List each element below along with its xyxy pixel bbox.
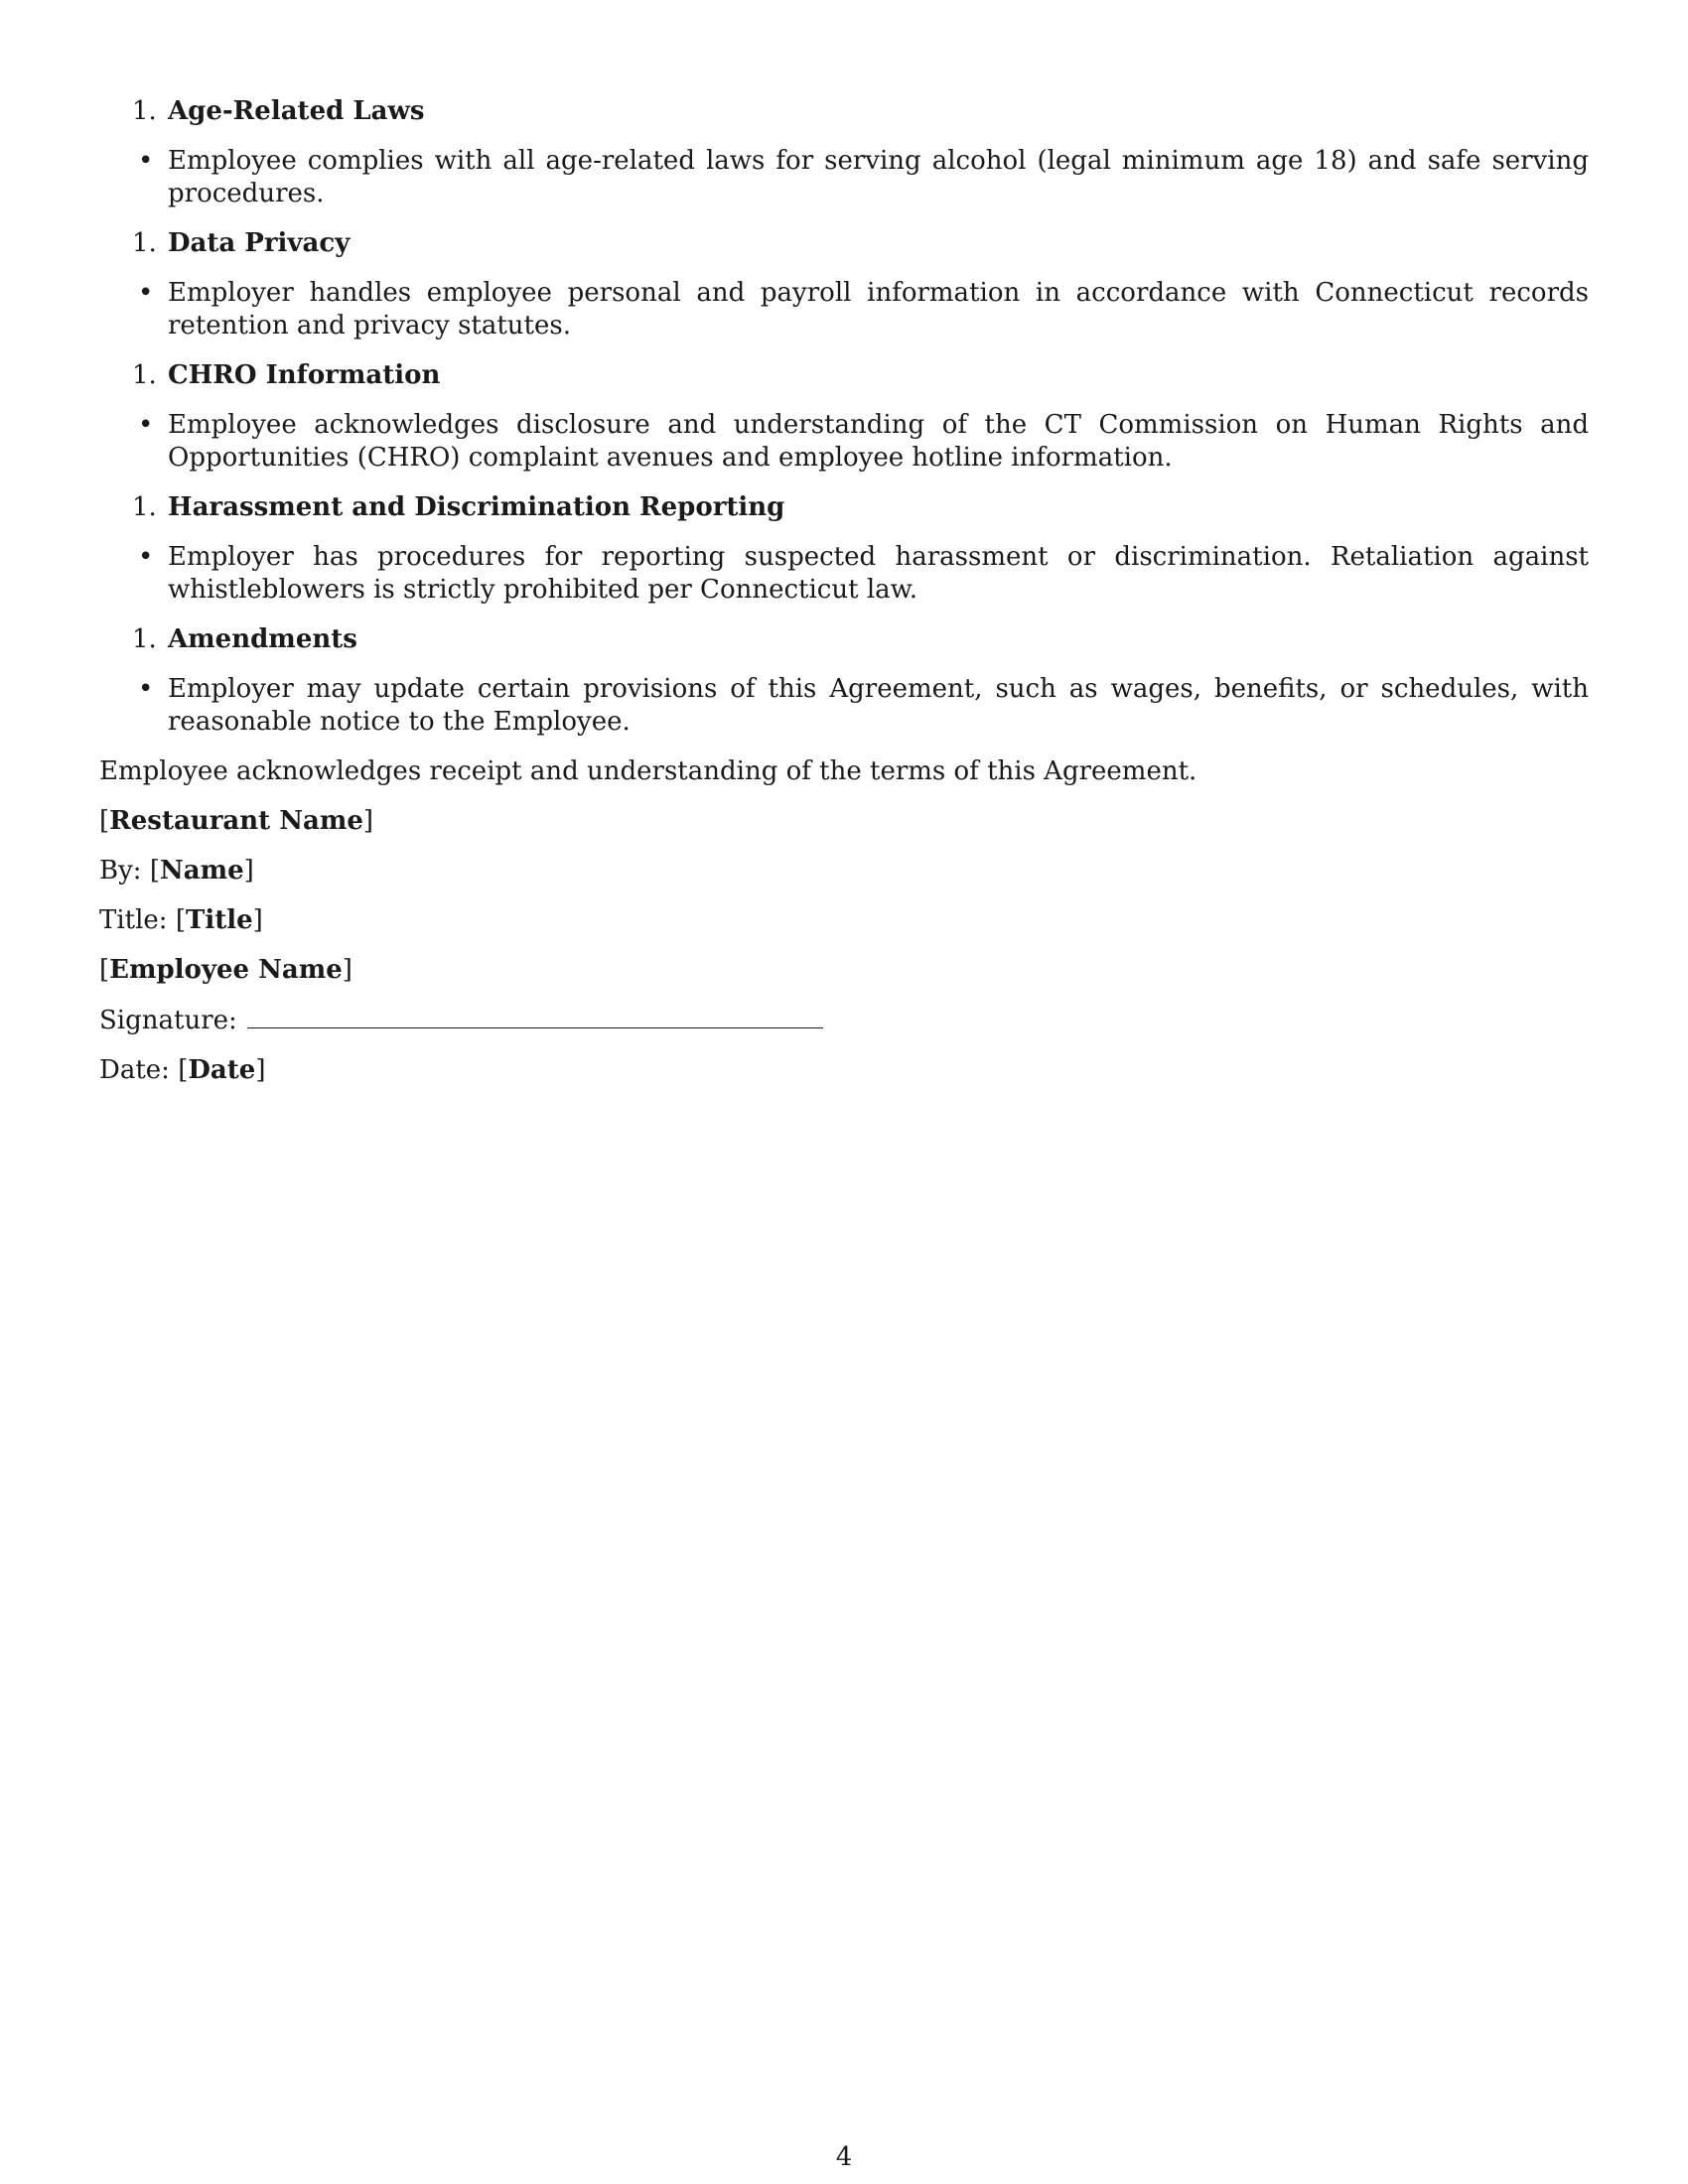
title-value: Title	[186, 905, 253, 935]
date-value: Date	[188, 1055, 256, 1085]
section-number: 1.	[132, 492, 157, 522]
section-harassment-reporting	[99, 491, 1589, 607]
signature-line	[99, 1004, 1589, 1037]
bullet-text: Employee complies with all age-related laws for serving alcohol (legal minimum age 18) and safe serving procedures.	[168, 146, 1589, 208]
employee-name: [Employee Name]	[99, 955, 352, 985]
section-bullet	[99, 541, 1589, 607]
restaurant-name-value: Restaurant Name	[109, 806, 363, 836]
bullet-text: Employer may update certain provisions of this Agreement, such as wages, benefits, or schedules, with reasonable notice to the Employee.	[168, 674, 1589, 737]
section-amendments	[99, 623, 1589, 739]
bullet-text: Employer handles employee personal and payroll information in accordance with Connecticut records retention and privacy statutes.	[168, 278, 1589, 341]
by-line: By: [Name]	[99, 856, 254, 886]
bullet-text: Employer has procedures for reporting suspected harassment or discrimination. Retaliation against whistleblowers is strictly prohibited per Connecticut law.	[168, 542, 1589, 605]
section-number: 1.	[132, 624, 157, 654]
section-bullet	[99, 277, 1589, 342]
employee-name-value: Employee Name	[109, 955, 343, 985]
by-label: By:	[99, 856, 142, 886]
section-data-privacy	[99, 227, 1589, 342]
signature-label: Signature:	[99, 1006, 237, 1035]
section-bullet	[99, 409, 1589, 475]
section-bullet	[99, 145, 1589, 210]
section-age-related-laws	[99, 95, 1589, 210]
section-title: CHRO Information	[168, 360, 441, 390]
by-value: Name	[159, 856, 244, 886]
section-number: 1.	[132, 360, 157, 390]
page-number: 4	[835, 2142, 853, 2172]
section-number: 1.	[132, 96, 157, 126]
date-line: Date: [Date]	[99, 1055, 266, 1085]
document-page	[99, 95, 1589, 1104]
section-heading	[99, 491, 1589, 524]
title-line: Title: [Title]	[99, 905, 263, 935]
date-label: Date:	[99, 1055, 170, 1085]
bullet-icon: •	[138, 410, 154, 440]
bullet-text: Employee acknowledges disclosure and understanding of the CT Commission on Human Rights and Opportunities (CHRO) complaint avenues and employee hotline information.	[168, 410, 1589, 473]
section-number: 1.	[132, 228, 157, 258]
section-heading	[99, 359, 1589, 392]
section-title: Amendments	[168, 624, 357, 654]
bullet-icon: •	[138, 146, 154, 176]
section-heading	[99, 623, 1589, 656]
restaurant-name: [Restaurant Name]	[99, 806, 374, 836]
section-heading	[99, 227, 1589, 260]
bullet-icon: •	[138, 542, 154, 572]
section-heading	[99, 95, 1589, 128]
section-title: Data Privacy	[168, 228, 351, 258]
bullet-icon: •	[138, 674, 154, 704]
section-chro-information	[99, 359, 1589, 475]
section-title: Harassment and Discrimination Reporting	[168, 492, 785, 522]
bullet-icon: •	[138, 278, 154, 308]
signature-field[interactable]	[247, 1004, 823, 1028]
section-bullet	[99, 673, 1589, 739]
title-label: Title:	[99, 905, 168, 935]
section-title: Age-Related Laws	[168, 96, 425, 126]
acknowledgement-text: Employee acknowledges receipt and understanding of the terms of this Agreement.	[99, 756, 1197, 786]
